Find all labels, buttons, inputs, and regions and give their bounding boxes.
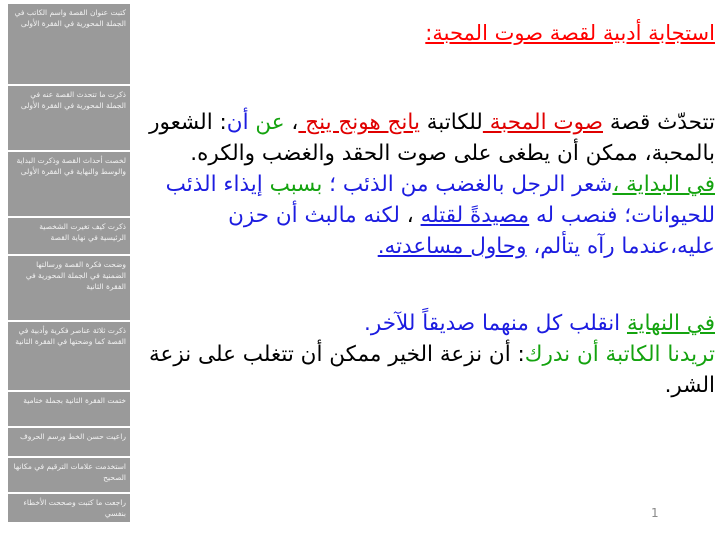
rubric-item: لخصت أحداث القصة وذكرت البداية والوسط والنهاية في الفقرة الأولى (8, 152, 130, 218)
text-segment: إيذاء الذئب للحيوانات؛ فنصب له (165, 172, 715, 228)
rubric-item: كتبت عنوان القصة واسم الكاتب في الجملة المحورية في الفقرة الأولى (8, 4, 130, 86)
paragraph-ending (140, 308, 715, 339)
slide-content (140, 18, 715, 528)
text-segment: شعر الرجل بالغضب من الذئب ؛ (322, 172, 613, 197)
text-segment: تتحدّث قصة (603, 110, 715, 135)
rubric-item: ذكرت ثلاثة عناصر فكرية وأدبية في القصة كما وضحتها في الفقرة الثانية (8, 322, 130, 392)
keyword-because: بسبب (269, 172, 323, 197)
keyword-but: لكنه (363, 203, 400, 228)
text-help: وحاول مساعدته. (377, 234, 527, 259)
text-segment: للكاتبة (419, 110, 483, 135)
rubric-item: استخدمت علامات الترقيم في مكانها الصحيح (8, 458, 130, 494)
rubric-item: ذكرت ما تتحدث القصة عنه في الجملة المحورية في الفقرة الأولى (8, 86, 130, 152)
paragraph-beginning (140, 169, 715, 262)
slide-title: استجابة أدبية لقصة صوت المحبة: (425, 21, 715, 45)
keyword-moral: تريدنا الكاتبة أن ندرك (524, 342, 715, 367)
page-number: 1 (651, 506, 659, 520)
rubric-item: راعيت حسن الخط ورسم الحروف (8, 428, 130, 458)
keyword-beginning: في البداية ، (612, 172, 715, 197)
rubric-sidebar (0, 0, 138, 540)
rubric-item: وضحت فكرة القصة ورسالتها الضمنية في الجملة المحورية في الفقرة الثانية (8, 256, 130, 322)
text-segment: : أن نزعة الخير ممكن أن تتغلب على نزعة الشر. (149, 342, 715, 398)
paragraph-moral (140, 339, 715, 401)
text-segment: : الشعور بالمحبة، ممكن أن يطغى على صوت الحقد والغضب والكره. (149, 110, 715, 166)
paragraph-intro (140, 107, 715, 169)
text-segment: ، (284, 110, 299, 135)
text-segment: ، (399, 203, 421, 228)
text-trap: مصيدةً لقتله (420, 203, 530, 228)
keyword-anna: أن (226, 110, 256, 135)
keyword-ending: في النهاية (626, 311, 715, 336)
text-segment: مالبث أن حزن عليه،عندما رآه يتألم، (228, 203, 715, 259)
keyword-an: عن (255, 110, 285, 135)
author-name: يانج هونج ينج (298, 110, 420, 135)
rubric-item: ذكرت كيف تغيرت الشخصية الرئيسية في نهاية القصة (8, 218, 130, 256)
story-title: صوت المحبة (482, 110, 603, 135)
text-segment: انقلب كل منهما صديقاً للآخر. (364, 311, 627, 336)
rubric-item: ختمت الفقرة الثانية بجملة ختامية (8, 392, 130, 428)
rubric-item: راجعت ما كتبت وصححت الأخطاء بنفسي (8, 494, 130, 524)
